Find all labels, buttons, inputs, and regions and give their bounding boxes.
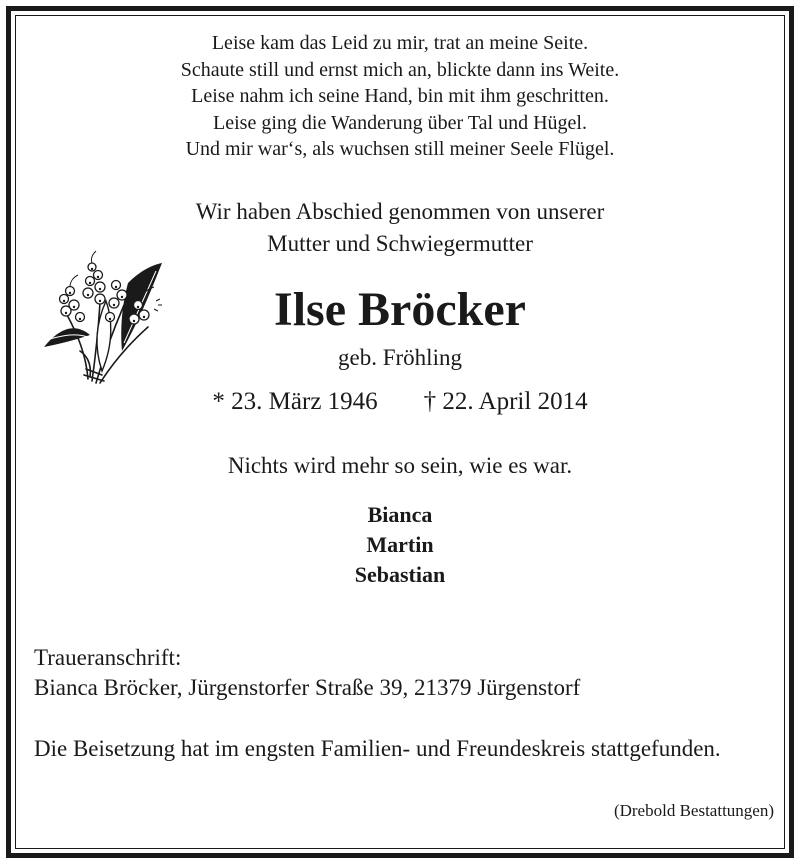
birth-date: * 23. März 1946 [212,388,378,415]
poem-line: Leise kam das Leid zu mir, trat an meine Seite. [211,32,589,54]
intro-line-2: Mutter und Schwiegermutter [267,231,533,256]
burial-note: Die Beisetzung hat im engsten Familien- und Freundeskreis stattgefunden. [34,736,721,761]
mourning-address: Bianca Bröcker, Jürgenstorfer Straße 39, 21379 Jürgenstorf [34,675,581,700]
mourner-name: Sebastian [354,562,446,587]
memorial-motto: Nichts wird mehr so sein, wie es war. [227,453,573,478]
death-date: † 22. April 2014 [423,388,588,415]
mourner-name: Martin [366,532,434,557]
poem-line: Leise ging die Wanderung über Tal und Hügel. [213,111,587,134]
mourners-list [0,500,800,590]
poem-line: Leise nahm ich seine Hand, bin mit ihm geschritten. [191,85,609,107]
poem-line: Schaute still und ernst mich an, blickte dann ins Weite. [180,58,620,81]
undertaker-credit: (Drebold Bestattungen) [613,801,774,820]
mourner-name: Bianca [367,502,433,527]
deceased-name: Ilse Bröcker [274,283,526,336]
intro-line-1: Wir haben Abschied genommen von unserer [195,199,605,224]
address-label: Traueranschrift: [34,645,182,670]
life-dates [0,385,800,419]
maiden-name: geb. Fröhling [338,345,462,370]
poem-line: Und mir war‘s, als wuchsen still meiner Seele Flügel. [185,138,615,160]
poem [0,30,800,163]
